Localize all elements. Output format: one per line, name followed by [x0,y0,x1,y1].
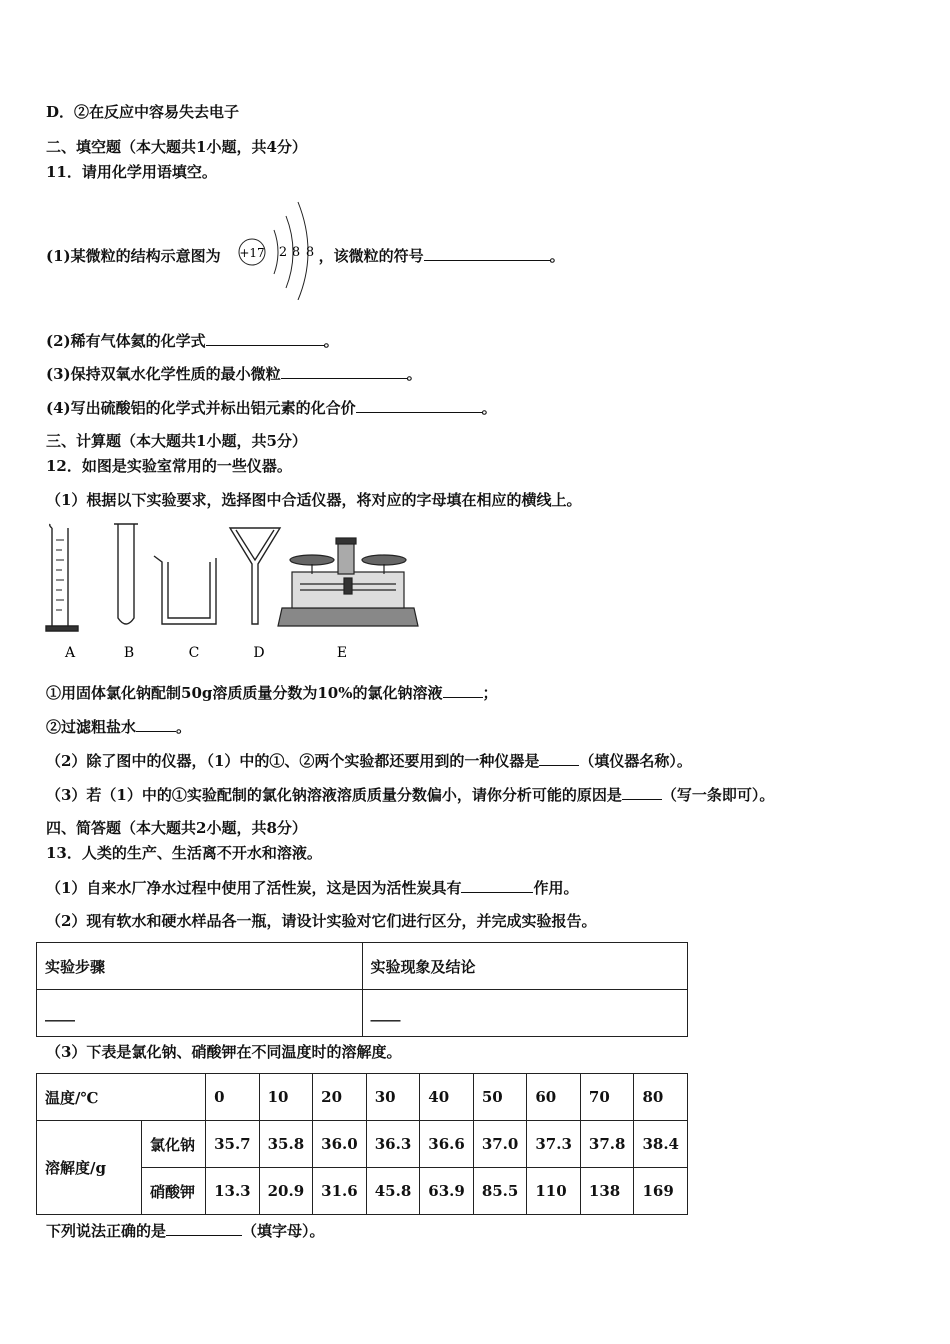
atom-structure-diagram [236,196,326,300]
value-cell: 110 [527,1168,581,1215]
answer-blank[interactable] [443,682,483,698]
header-result: 实验现象及结论 [362,943,688,990]
label-c: C [188,645,200,661]
q12-part3-text-b: （写一条即可）。 [661,786,775,804]
q13-final-text: 下列说法正确的是 [46,1222,167,1240]
shell-electrons-2: 8 [291,245,301,260]
q12-part2-text-b: （填仪器名称）。 [579,752,692,770]
question-11: 11．请用化学用语填空。 [46,163,217,181]
answer-blank[interactable] [461,877,533,893]
funnel [230,528,280,624]
answer-blank[interactable] [136,716,176,732]
header-step: 实验步骤 [37,943,363,990]
value-cell: 35.7 [206,1121,260,1168]
value-cell: 85.5 [473,1168,527,1215]
q13-part3: （3）下表是氯化钠、硝酸钾在不同温度时的溶解度。 [46,1043,402,1061]
q11-part4 [46,397,497,418]
q12-part1: （1）根据以下实验要求，选择图中合适仪器，将对应的字母填在相应的横线上。 [46,491,582,509]
answer-blank[interactable] [424,245,550,261]
q13-part1-text: （1）自来水厂净水过程中使用了活性炭，这是因为活性炭具有 [46,879,462,897]
q12-part1-ii [46,716,191,737]
q12-part3 [46,784,774,805]
label-d: D [253,645,265,661]
table-row [37,1074,688,1121]
temp-cell: 30 [366,1074,420,1121]
answer-blank[interactable] [356,397,482,413]
value-cell: 38.4 [634,1121,688,1168]
q13-final-text-b: （填字母）。 [242,1222,325,1240]
punct: 。 [481,399,497,417]
solubility-table [36,1073,688,1215]
q11-part3-text: (3)保持双氧水化学性质的最小微粒 [46,365,281,383]
section-2-title: 二、填空题（本大题共1小题，共4分） [46,138,307,156]
shell-electrons-3: 8 [305,245,315,260]
value-cell: 37.0 [473,1121,527,1168]
label-a: A [64,645,76,661]
q12-part3-text: （3）若（1）中的①实验配制的氯化钠溶液溶质质量分数偏小，请你分析可能的原因是 [46,786,622,804]
experiment-report-table [36,942,688,1037]
answer-blank[interactable] [622,784,662,800]
beaker [154,556,216,624]
temp-cell: 80 [634,1074,688,1121]
q11-part2 [46,330,339,351]
punct: ； [482,684,498,702]
solubility-label: 溶解度/g [37,1121,142,1215]
table-row [37,990,688,1037]
table-row [37,943,688,990]
temp-cell: 60 [527,1074,581,1121]
question-13: 13．人类的生产、生活离不开水和溶液。 [46,844,322,862]
result-blank[interactable]: ____ [362,990,688,1037]
q13-part1-text-b: 作用。 [533,879,579,897]
value-cell: 20.9 [259,1168,313,1215]
label-e: E [336,645,348,661]
lab-instruments-figure [44,520,424,670]
q11-part1-text-b: ，该微粒的符号 [318,247,424,265]
q11-part3 [46,363,422,384]
option-d: D．②在反应中容易失去电子 [46,103,240,121]
value-cell: 63.9 [420,1168,474,1215]
section-4-title: 四、简答题（本大题共2小题，共8分） [46,819,307,837]
q12-part1-i [46,682,498,703]
answer-blank[interactable] [281,363,407,379]
temp-cell: 40 [420,1074,474,1121]
value-cell: 45.8 [366,1168,420,1215]
q12-part2 [46,750,692,771]
temp-cell: 10 [259,1074,313,1121]
value-cell: 31.6 [313,1168,367,1215]
step-blank[interactable]: ____ [37,990,363,1037]
value-cell: 169 [634,1168,688,1215]
temp-header: 温度/℃ [37,1074,206,1121]
q13-part1 [46,877,578,898]
temp-cell: 50 [473,1074,527,1121]
substance-name: 硝酸钾 [142,1168,206,1215]
balance [278,538,418,626]
value-cell: 138 [580,1168,634,1215]
value-cell: 35.8 [259,1121,313,1168]
punct: 。 [323,332,339,350]
q11-part2-text: (2)稀有气体氦的化学式 [46,332,206,350]
value-cell: 37.3 [527,1121,581,1168]
punct: 。 [549,247,565,265]
answer-blank[interactable] [206,330,324,346]
question-12: 12．如图是实验室常用的一些仪器。 [46,457,292,475]
shell-arc-1 [274,230,278,274]
value-cell: 36.0 [313,1121,367,1168]
q12-part1-i-text: ①用固体氯化钠配制50g溶质质量分数为10%的氯化钠溶液 [46,684,443,702]
value-cell: 36.6 [420,1121,474,1168]
answer-blank[interactable] [166,1220,242,1236]
section-3-title: 三、计算题（本大题共1小题，共5分） [46,432,307,450]
punct: 。 [176,718,192,736]
q12-part2-text: （2）除了图中的仪器，（1）中的①、②两个实验都还要用到的一种仪器是 [46,752,540,770]
punct: 。 [406,365,422,383]
temp-cell: 20 [313,1074,367,1121]
table-row [37,1121,688,1168]
q13-final [46,1220,325,1241]
nucleus-charge: +17 [239,246,265,260]
graduated-cylinder [46,524,78,631]
test-tube [114,524,138,624]
shell-electrons-1: 2 [278,245,288,260]
answer-blank[interactable] [539,750,579,766]
q11-part4-text: (4)写出硫酸铝的化学式并标出铝元素的化合价 [46,399,356,417]
substance-name: 氯化钠 [142,1121,206,1168]
q11-part1-text: (1)某微粒的结构示意图为 [46,247,221,265]
temp-cell: 0 [206,1074,260,1121]
value-cell: 36.3 [366,1121,420,1168]
q12-part1-ii-text: ②过滤粗盐水 [46,718,137,736]
q13-part2: （2）现有软水和硬水样品各一瓶，请设计实验对它们进行区分，并完成实验报告。 [46,912,597,930]
value-cell: 13.3 [206,1168,260,1215]
label-b: B [123,645,135,661]
value-cell: 37.8 [580,1121,634,1168]
temp-cell: 70 [580,1074,634,1121]
